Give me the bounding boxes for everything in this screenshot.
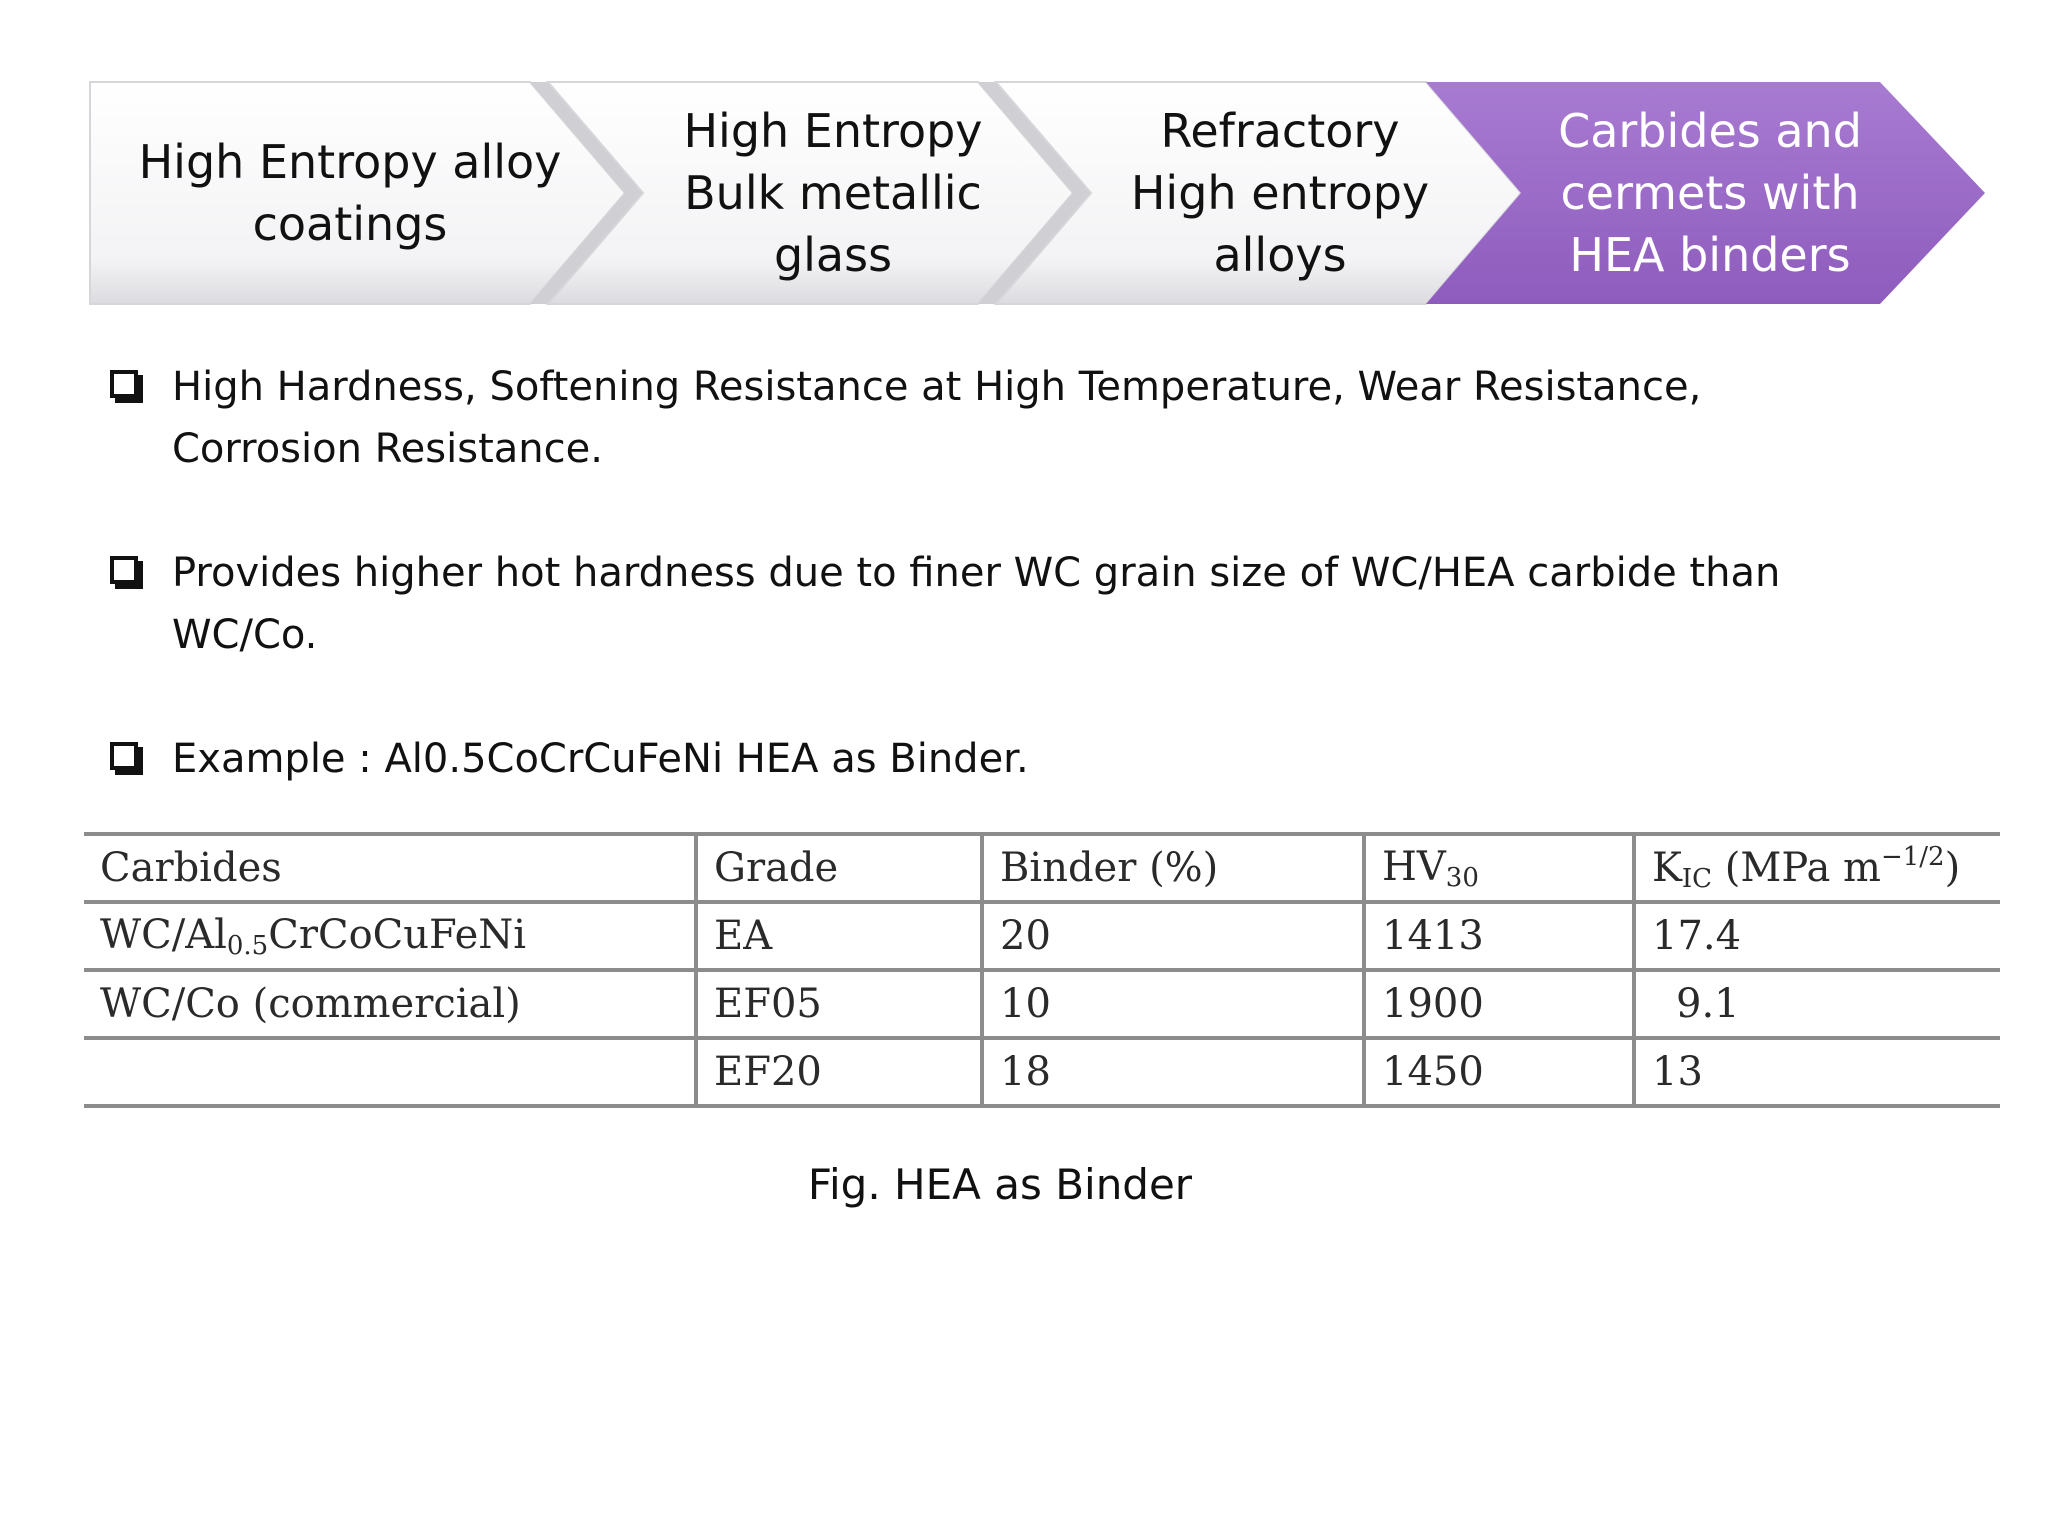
header-kic: $K_{IC}$ (MPa $m^{-1/2}$) (1634, 834, 2000, 902)
table-row (84, 1038, 2000, 1106)
cell-binder: 20 (982, 902, 1364, 970)
checkbox-bullet-icon (110, 556, 138, 584)
header-hv30: $HV_{30}$ (1364, 834, 1634, 902)
cell-binder: 10 (982, 970, 1364, 1038)
cell-grade: EA (696, 902, 982, 970)
bullet-list (110, 356, 1910, 852)
cell-grade: EF05 (696, 970, 982, 1038)
bullet-item: Example : Al0.5CoCrCuFeNi HEA as Binder. (110, 728, 1910, 790)
chevron-step-4-label: Carbides and cermets with HEA binders (1558, 104, 1862, 282)
chevron-step-3-label: Refractory High entropy alloys (1130, 104, 1430, 282)
figure-caption: Fig. HEA as Binder (807, 1160, 1193, 1209)
table-row (84, 970, 2000, 1038)
header-binder: Binder (%) (982, 834, 1364, 902)
chevron-step-2-label: High Entropy Bulk metallic glass (683, 104, 983, 282)
cell-kic: 9.1 (1634, 970, 2000, 1038)
header-grade: Grade (696, 834, 982, 902)
checkbox-bullet-icon (110, 370, 138, 398)
chevron-step-1-label: High Entropy alloy coatings (138, 135, 562, 251)
cell-hv30: 1450 (1364, 1038, 1634, 1106)
cell-grade: EF20 (696, 1038, 982, 1106)
cell-binder: 18 (982, 1038, 1364, 1106)
cell-carbides: $WC/Al_{0.5}CrCoCuFeNi$ (84, 902, 696, 970)
checkbox-bullet-icon (110, 742, 138, 770)
cell-hv30: 1413 (1364, 902, 1634, 970)
header-carbides: Carbides (84, 834, 696, 902)
hea-binder-table (84, 832, 2000, 1108)
table-row (84, 902, 2000, 970)
table-header-row (84, 834, 2000, 902)
bullet-item: Provides higher hot hardness due to finer WC grain size of WC/HEA carbide than WC/Co. (110, 542, 1910, 666)
process-chevron-bar (90, 82, 1990, 304)
cell-kic: 13 (1634, 1038, 2000, 1106)
cell-carbides (84, 1038, 696, 1106)
cell-hv30: 1900 (1364, 970, 1634, 1038)
cell-carbides: WC/Co (commercial) (84, 970, 696, 1038)
cell-kic: 17.4 (1634, 902, 2000, 970)
bullet-item: High Hardness, Softening Resistance at High Temperature, Wear Resistance, Corrosion Resistance. (110, 356, 1910, 480)
